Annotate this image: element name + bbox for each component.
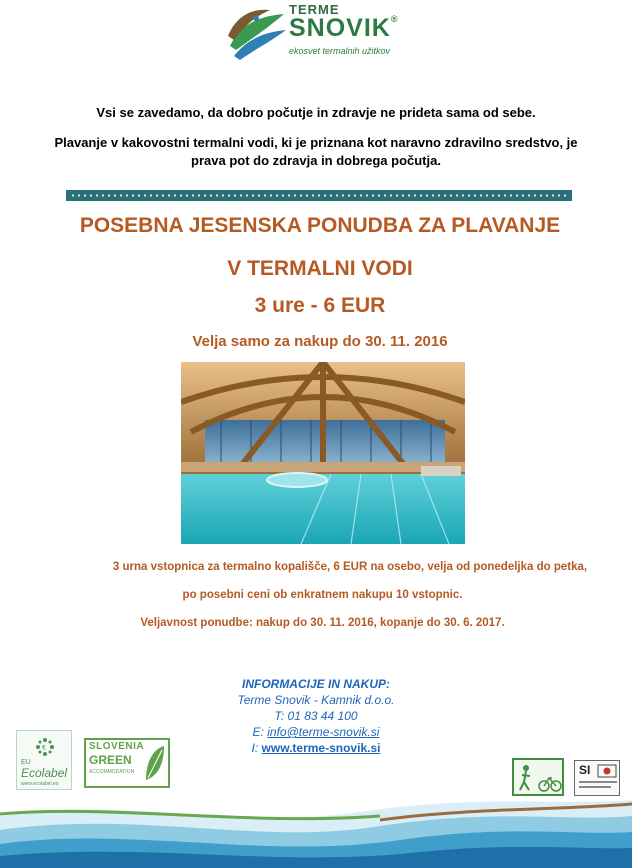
offer-title-line-1: POSEBNA JESENSKA PONUDBA ZA PLAVANJE [79,214,561,237]
logo-snovik-text: SNOVIK® [289,14,399,42]
contact-company: Terme Snovik - Kamnik d.o.o. [237,693,395,707]
intro-line-2a: Plavanje v kakovostni termalni vodi, ki je priznana kot naravno zdravilno sredstvo, je [54,135,578,150]
eu-flower-icon [33,735,57,759]
detail-line-1: 3 urna vstopnica za termalno kopališče, 6 EUR na osebo, velja od ponedeljka do petka, [112,561,588,573]
dotted-divider [66,190,572,201]
intro-line-2b: prava pot do zdravja in dobrega počutja. [191,153,441,168]
detail-line-3: Veljavnost ponudbe: nakup do 30. 11. 2016, kopanje do 30. 6. 2017. [140,617,505,629]
contact-email-line: E: info@terme-snovik.si [252,725,380,739]
svg-text:€: € [42,745,46,752]
contact-web-line: I: www.terme-snovik.si [251,741,381,755]
thermal-pool-photo [181,362,465,544]
green-leaf-icon [144,744,166,782]
contact-phone-line: T: 01 83 44 100 [274,709,358,723]
si-label: SI [579,763,591,777]
contact-heading: INFORMACIJE IN NAKUP: [241,677,390,691]
detail-line-2: po posebni ceni ob enkratnem nakupu 10 vstopnic. [182,589,463,601]
eu-ecolabel-badge [16,730,72,790]
intro-line-1: Vsi se zavedamo, da dobro počutje in zdravje ne prideta sama od sebe. [96,105,536,120]
offer-validity: Velja samo za nakup do 30. 11. 2016 [192,333,448,350]
si-line-1 [579,781,617,783]
contact-web-link[interactable]: www.terme-snovik.si [261,741,381,755]
ecolabel-text: Ecolabel [21,766,68,780]
contact-phone: 01 83 44 100 [287,709,358,723]
certificate-seal-icon [597,764,617,778]
offer-title-line-2: V TERMALNI VODI [227,257,413,280]
green-text: GREEN [89,753,132,767]
contact-email-link[interactable]: info@terme-snovik.si [267,725,380,739]
terme-snovik-logo [226,4,416,66]
logo-tagline: ekosvet termalnih užitkov [289,46,391,56]
offer-price: 3 ure - 6 EUR [254,294,386,317]
eu-label: EU [21,759,31,766]
accommodation-text: ACCOMMODATION [89,769,135,775]
slovenia-text: SLOVENIA [89,741,145,752]
slovenia-green-badge [84,738,170,788]
leaf-swirl-logo-icon [226,6,288,64]
decorative-waves [0,786,632,868]
ecolabel-url: www.ecolabel.eu [21,781,59,787]
logo-terme-text: TERME [289,2,340,17]
